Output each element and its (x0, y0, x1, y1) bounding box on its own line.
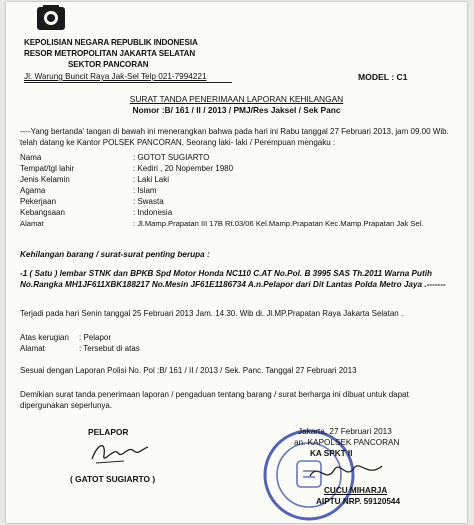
reporter-role: PELAPOR (88, 427, 129, 437)
field-gender (20, 175, 169, 184)
document-title: SURAT TANDA PENERIMAAN LAPORAN KEHILANGAN (129, 94, 344, 104)
header-sector: SEKTOR PANCORAN (68, 60, 149, 69)
field-label: Nama (20, 153, 42, 162)
field-value: : Kediri , 20 Nopember 1980 (133, 164, 234, 173)
occurrence-statement: Terjadi pada hari Senin tanggal 25 Februari 2013 Jam. 14.30. Wib di. Jl.MP.Prapatan Raya Jakarta Selatan . (20, 309, 404, 318)
header-institution: KEPOLISIAN NEGARA REPUBLIK INDONESIA (24, 38, 198, 47)
field-value: : Jl.Mamp.Prapatan III 17B Rt.03/06 Kel.Mamp.Prapatan Kec.Mamp.Prapatan Jak Sel. (133, 219, 424, 228)
field-value: : Tersebut di atas (79, 344, 140, 353)
field-nama (20, 153, 209, 162)
field-occupation (20, 197, 164, 206)
field-label: Tempat/tgl lahir (20, 164, 75, 173)
report-reference: Sesuai dengan Laporan Polisi No. Pol :B/ 161 / II / 2013 / Sek. Panc. Tanggal 27 Februari 2013 (20, 366, 357, 375)
field-value: : Laki Laki (133, 175, 170, 184)
field-label: Alamat (20, 219, 44, 228)
field-label: Kebangsaan (20, 208, 65, 217)
document-number: Nomor :B/ 161 / II / 2013 / PMJ/Res Jaksel / Sek Panc (132, 105, 341, 115)
field-value: : Swasta (133, 197, 164, 206)
officer-signature-icon (306, 458, 386, 486)
field-label: Atas kerugian (20, 333, 69, 342)
header-resort: RESOR METROPOLITAN JAKARTA SELATAN (24, 49, 196, 58)
police-emblem-icon (34, 4, 68, 32)
field-address (20, 219, 423, 228)
model-code: MODEL : C1 (358, 72, 408, 82)
field-value: : GOTOT SUGIARTO (133, 153, 210, 162)
intro-paragraph: ----Yang bertanda' tangan di bawah ini menerangkan bahwa pada hari ini Rabu tanggal 27 Februari 2013, jam 09.00 Wib. telah datang ke Kantor POLSEK PANCORAN, Seorang laki- laki / Perempuan mengaku : (20, 127, 449, 147)
lost-items-heading: Kehilangan barang / surat-surat penting berupa : (20, 250, 210, 259)
header-divider (24, 82, 232, 83)
document-page (6, 2, 467, 523)
field-value: : Pelapor (79, 333, 112, 342)
field-nationality (20, 208, 172, 217)
field-birth (20, 164, 233, 173)
lost-items-description: -1 ( Satu ) lembar STNK dan BPKB Spd Motor Honda NC110 C.AT No.Pol. B 3995 SAS Th.2011 Warna Putih No.Rangka MH1JF611XBK188217 No.Mesin JF61E1186734 A.n.Pelapor dari Dit Lantas Polda Metro Jaya .------- (20, 269, 446, 289)
officer-name: CUCU MIHARJA (324, 486, 388, 495)
field-religion (20, 186, 157, 195)
victim-address-field (20, 344, 140, 353)
closing-statement: Demikian surat tanda penerimaan laporan / pengaduan tentang barang / surat berharga ini dibuat untuk dapat dipergunakan seperlunya. (20, 390, 409, 410)
field-label: Pekerjaan (20, 197, 57, 206)
header-address: Jl. Warung Buncit Raya Jak-Sel Telp 021-7994221 (24, 72, 207, 81)
field-value: : Islam (133, 186, 157, 195)
sign-place-date: Jakarta, 27 Februari 2013 (298, 427, 392, 436)
field-value: : Indonesia (133, 208, 173, 217)
sign-on-behalf: an. KAPOLSEK PANCORAN (294, 438, 400, 447)
victim-field (20, 333, 111, 342)
officer-rank: AIPTU NRP. 59120544 (316, 497, 401, 506)
sign-office: KA SPKT II (310, 449, 353, 458)
field-label: Agama (20, 186, 46, 195)
reporter-name: ( GATOT SUGIARTO ) (70, 474, 156, 484)
reporter-signature-icon (84, 437, 154, 471)
field-label: Alamat (20, 344, 45, 353)
field-label: Jenis Kelamin (20, 175, 70, 184)
